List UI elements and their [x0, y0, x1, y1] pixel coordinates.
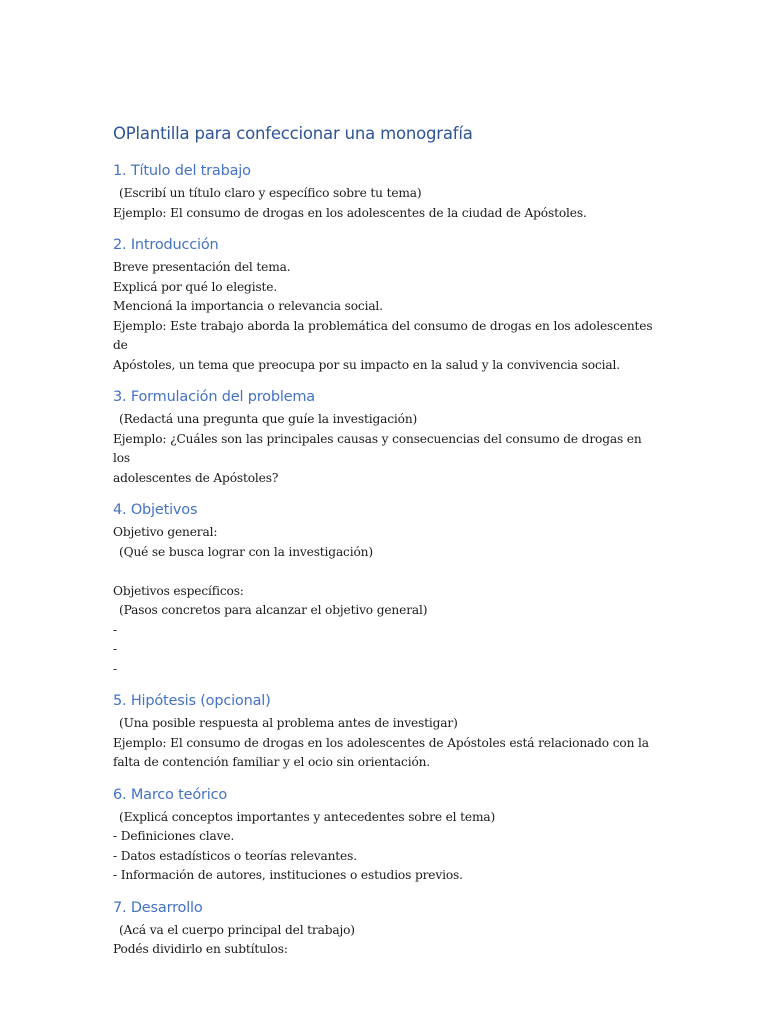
body-line: (Qué se busca lograr con la investigación): [119, 544, 373, 559]
section: [113, 898, 653, 960]
body-line: (Explicá conceptos importantes y antecedentes sobre el tema): [119, 809, 496, 824]
body-line: Ejemplo: El consumo de drogas en los adolescentes de la ciudad de Apóstoles.: [113, 205, 587, 220]
section: [113, 235, 657, 375]
section-heading: 1. Título del trabajo: [113, 163, 251, 179]
section: [113, 785, 653, 886]
body-line: - Datos estadísticos o teorías relevantes.: [113, 848, 357, 863]
body-line: (Pasos concretos para alcanzar el objetivo general): [119, 603, 428, 617]
sections-container: [113, 161, 657, 960]
section: [113, 691, 653, 773]
body-line: (Redactá una pregunta que guíe la investigación): [119, 412, 418, 426]
body-line: - Definiciones clave.: [113, 829, 235, 843]
bullet-placeholder: -: [113, 642, 117, 656]
body-line: Ejemplo: El consumo de drogas en los adolescentes de Apóstoles está relacionado con la: [113, 735, 649, 750]
body-line: (Escribí un título claro y específico sobre tu tema): [119, 186, 422, 200]
body-line: Ejemplo: ¿Cuáles son las principales causas y consecuencias del consumo de drogas en los: [113, 431, 646, 465]
body-line: Breve presentación del tema.: [113, 260, 291, 274]
body-line: (Acá va el cuerpo principal del trabajo): [119, 922, 355, 937]
section: [113, 161, 653, 223]
body-line: adolescentes de Apóstoles?: [113, 470, 279, 485]
section-heading: 3. Formulación del problema: [113, 389, 315, 405]
section: [113, 387, 653, 488]
section-heading: 4. Objetivos: [113, 502, 198, 518]
document-page: [113, 122, 657, 972]
document-title: OPlantilla para confeccionar una monografía: [113, 124, 473, 143]
body-line: Objetivo general:: [113, 525, 218, 539]
body-line: Podés dividirlo en subtítulos:: [113, 942, 288, 956]
body-line: - Información de autores, instituciones o estudios previos.: [113, 868, 463, 882]
body-line: falta de contención familiar y el ocio sin orientación.: [113, 755, 431, 769]
body-line: Mencioná la importancia o relevancia social.: [113, 299, 383, 313]
blank-line: [113, 562, 653, 582]
section-heading: 6. Marco teórico: [113, 786, 228, 803]
section-heading: 2. Introducción: [113, 237, 219, 253]
body-line: Explicá por qué lo elegiste.: [113, 279, 278, 294]
bullet-placeholder: -: [113, 622, 117, 637]
body-line: Objetivos específicos:: [113, 583, 244, 598]
body-line: Apóstoles, un tema que preocupa por su impacto en la salud y la convivencia social.: [113, 357, 620, 372]
section-heading: 7. Desarrollo: [113, 899, 203, 916]
section: [113, 500, 653, 679]
body-line: (Una posible respuesta al problema antes de investigar): [119, 716, 458, 730]
section-heading: 5. Hipótesis (opcional): [113, 693, 271, 709]
bullet-placeholder: -: [113, 661, 117, 676]
body-line: Ejemplo: Este trabajo aborda la problemática del consumo de drogas en los adolescentes de: [113, 318, 657, 352]
